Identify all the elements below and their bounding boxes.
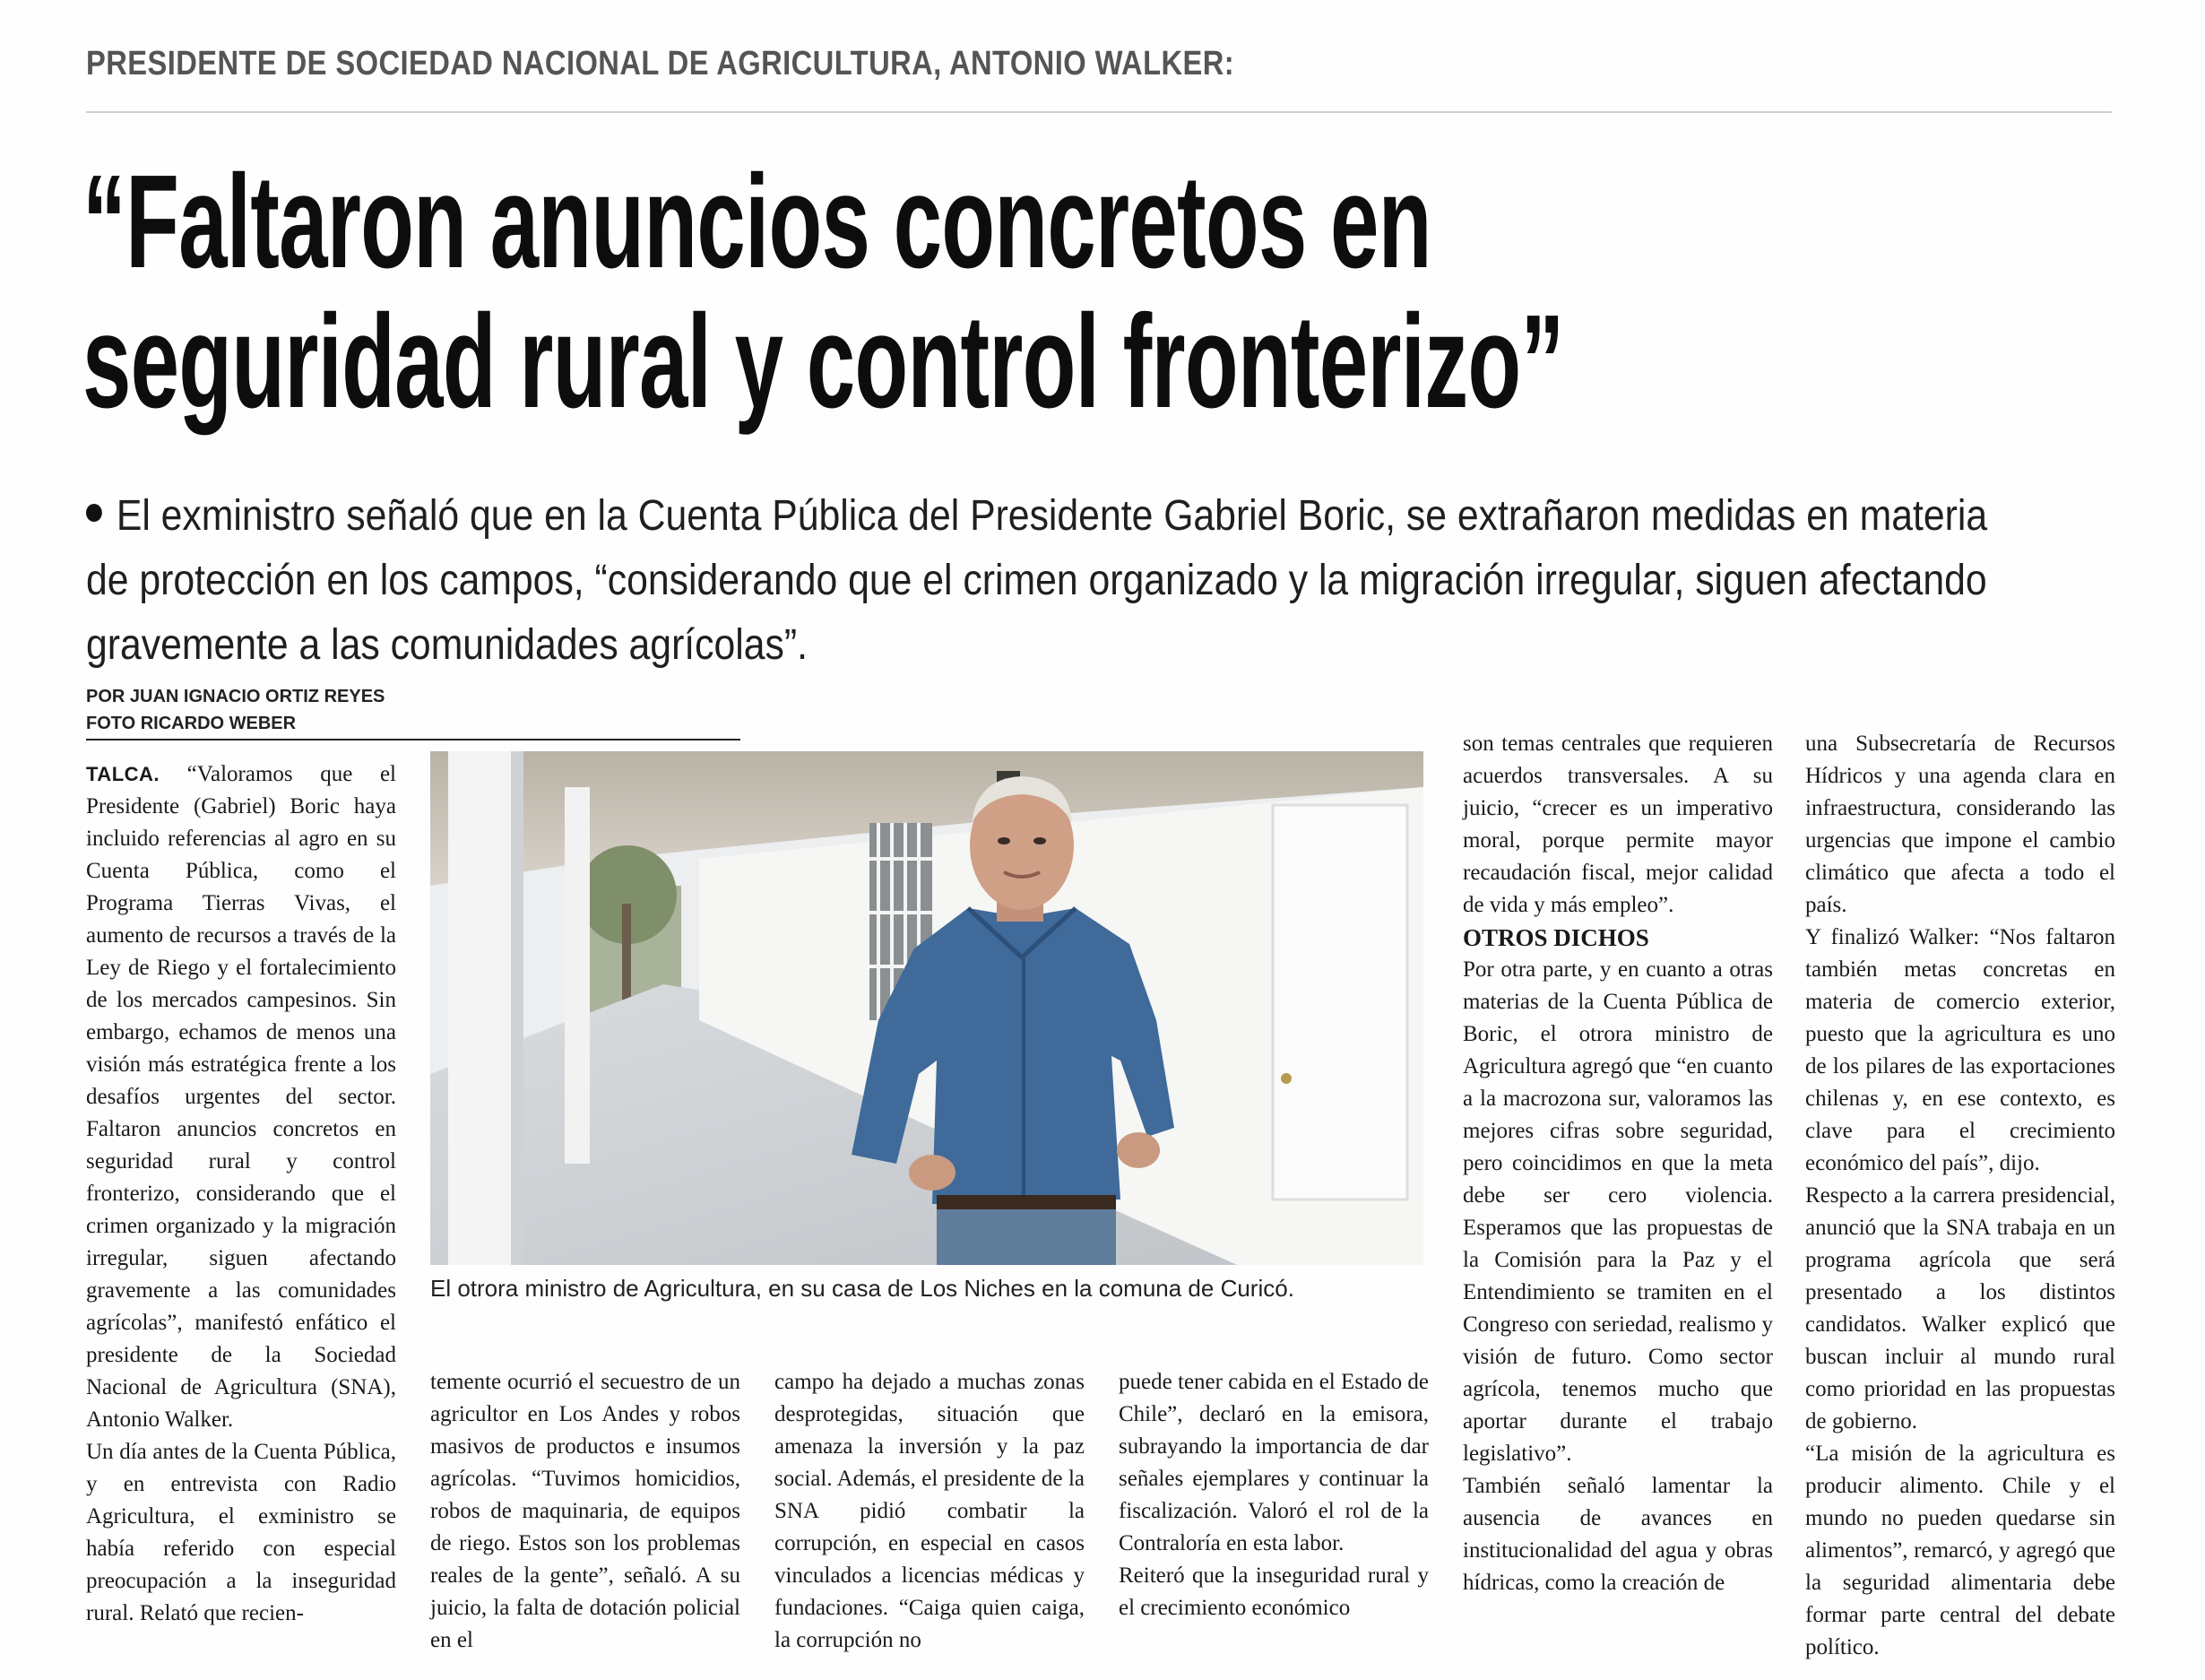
paragraph: Reiteró que la inseguridad rural y el crecimiento económico (1119, 1563, 1429, 1620)
article-column-5 (1463, 728, 1773, 1599)
dateline: TALCA. (86, 763, 160, 785)
subheading-otros-dichos: OTROS DICHOS (1463, 924, 1649, 951)
bullet-icon (86, 504, 102, 522)
kicker-divider (86, 111, 2112, 113)
paragraph-text: “Valoramos que el Presidente (Gabriel) Boric haya incluido referencias al agro en su Cuenta Pública, como el Programa Tierras Vivas, el aumento de recursos a través de la Ley de Riego y el fortalecimiento de los mercados campesinos. Sin embargo, echamos de menos una visión más estratégica frente a los desafíos urgentes del sector. Faltaron anuncios concretos en seguridad rural y control fronterizo, considerando que el crimen organizado y la migración irregular, siguen afectando gravemente a las comunidades agrícolas”, manifestó enfático el presidente de la Sociedad Nacional de Agricultura (SNA), Antonio Walker. (86, 762, 397, 1432)
byline-author: POR JUAN IGNACIO ORTIZ REYES (86, 687, 385, 706)
paragraph: “La misión de la agricultura es producir alimento. Chile y el mundo no pueden quedarse sin alimentos”, remarcó, y agregó que la seguridad alimentaria debe formar parte central del debate político. (1805, 1442, 2115, 1659)
portrait-photo-image (430, 751, 1423, 1265)
paragraph (86, 758, 396, 1436)
paragraph: son temas centrales que requieren acuerdos transversales. A su juicio, “crecer es un imperativo moral, porque permite mayor recaudación fiscal, mejor calidad de vida y más empleo”. (1463, 732, 1773, 917)
paragraph: puede tener cabida en el Estado de Chile”, declaró en la emisora, subrayando la importancia de dar señales ejemplares y continuar la fiscalización. Valoró el rol de la Contraloría en esta labor. (1119, 1370, 1429, 1555)
article-column-2 (430, 1366, 740, 1657)
deck (86, 484, 2001, 678)
paragraph: Por otra parte, y en cuanto a otras materias de la Cuenta Pública de Boric, el otrora ministro de Agricultura agregó que “en cuanto a la macrozona sur, valoramos las mejores cifras sobre seguridad, pero coincidimos en que la meta debe ser cero violencia. Esperamos que las propuestas de la Comisión para la Paz y el Entendimiento se tramiten en el Congreso con seriedad, realismo y visión de futuro. Como sector agrícola, tenemos mucho que aportar durante el trabajo legislativo”. (1463, 957, 1773, 1466)
article-column-3 (774, 1366, 1085, 1657)
headline-line-1: “Faltaron anuncios concretos en (82, 148, 1431, 296)
byline-divider (86, 739, 740, 740)
paragraph: También señaló lamentar la ausencia de avances en institucionalidad del agua y obras hídricas, como la creación de (1463, 1474, 1773, 1595)
paragraph: campo ha dejado a muchas zonas desprotegidas, situación que amenaza la inversión y la paz social. Además, el presidente de la SNA pidió combatir la corrupción, en especial en casos vinculados a licencias médicas y fundaciones. “Caiga quien caiga, la corrupción no (774, 1370, 1085, 1652)
photo-caption: El otrora ministro de Agricultura, en su casa de Los Niches en la comuna de Curicó. (430, 1275, 1294, 1302)
deck-text: El exministro señaló que en la Cuenta Pública del Presidente Gabriel Boric, se extrañaron medidas en materia de protección en los campos, “considerando que el crimen organizado y la migración irregular, siguen afectando gravemente a las comunidades agrícolas”. (86, 492, 1988, 669)
headline (82, 148, 1621, 436)
byline-photo-credit: FOTO RICARDO WEBER (86, 714, 297, 733)
article-column-6 (1805, 728, 2115, 1664)
article-photo (430, 751, 1423, 1265)
paragraph: Un día antes de la Cuenta Pública, y en entrevista con Radio Agricultura, el exministro se había referido con especial preocupación a la inseguridad rural. Relató que recien- (86, 1440, 396, 1625)
article-column-1 (86, 758, 396, 1630)
paragraph: temente ocurrió el secuestro de un agricultor en Los Andes y robos masivos de productos e insumos agrícolas. “Tuvimos homicidios, robos de maquinaria, de equipos de riego. Estos son los problemas reales de la gente”, señaló. A su juicio, la falta de dotación policial en el (430, 1370, 740, 1652)
byline (86, 683, 385, 737)
kicker: PRESIDENTE DE SOCIEDAD NACIONAL DE AGRICULTURA, ANTONIO WALKER: (86, 45, 1235, 82)
paragraph: Y finalizó Walker: “Nos faltaron también metas concretas en materia de comercio exterior, puesto que la agricultura es uno de los pilares de las exportaciones chilenas y, en ese contexto, es clave para el crecimiento económico del país”, dijo. (1805, 925, 2115, 1175)
paragraph: Respecto a la carrera presidencial, anunció que la SNA trabaja en un programa agrícola que será presentado a los distintos candidatos. Walker explicó que buscan incluir al mundo rural como prioridad en las propuestas de gobierno. (1805, 1183, 2115, 1433)
article-column-4 (1119, 1366, 1429, 1624)
headline-line-2: seguridad rural y control fronterizo” (82, 288, 1564, 436)
paragraph: una Subsecretaría de Recursos Hídricos y una agenda clara en infraestructura, considerando las urgencias que impone el cambio climático que afecta a todo el país. (1805, 732, 2115, 917)
